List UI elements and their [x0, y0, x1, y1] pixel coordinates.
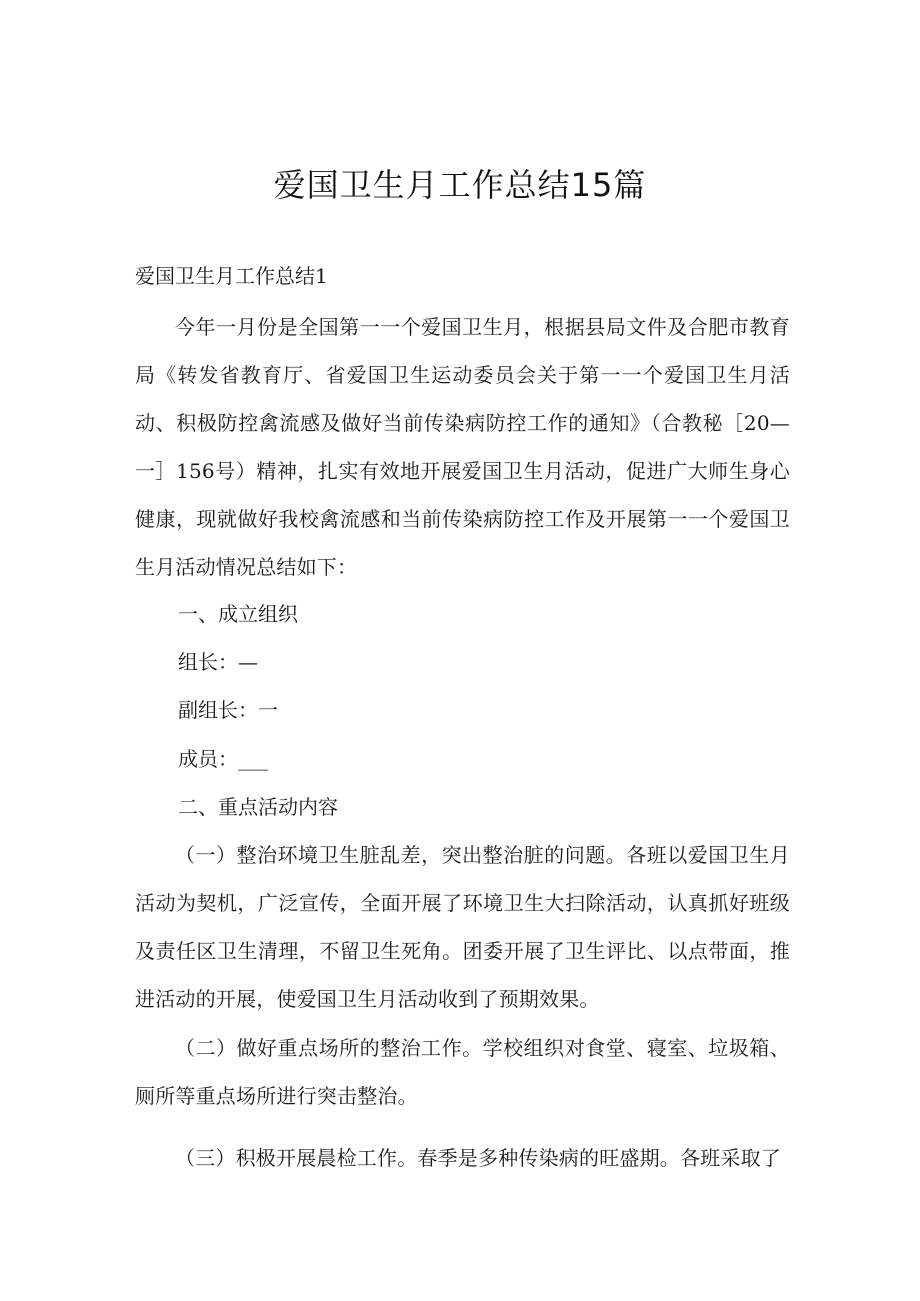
members-line: 成员：___ [178, 747, 268, 771]
part-one-heading: 一、成立组织 [178, 602, 298, 626]
item-one-paragraph: （一）整治环境卫生脏乱差，突出整治脏的问题。各班以爱国卫生月活动为契机，广泛宣传，全面开展了环境卫生大扫除活动，认真抓好班级及责任区卫生清理，不留卫生死角。团委开展了卫生评比、以点带面，推进活动的开展，使爱国卫生月活动收到了预期效果。 [135, 843, 790, 1011]
part-two-heading: 二、重点活动内容 [178, 795, 338, 819]
intro-paragraph: 今年一月份是全国第一一个爱国卫生月，根据县局文件及合肥市教育局《转发省教育厅、省爱国卫生运动委员会关于第一一个爱国卫生月活动、积极防控禽流感及做好当前传染病防控工作的通知》（合教秘［20—一］156号）精神，扎实有效地开展爱国卫生月活动，促进广大师生身心健康，现就做好我校禽流感和当前传染病防控工作及开展第一一个爱国卫生月活动情况总结如下： [135, 315, 790, 579]
document-title: 爱国卫生月工作总结15篇 [273, 166, 647, 204]
section-heading: 爱国卫生月工作总结1 [135, 264, 328, 288]
deputy-leader-line: 副组长：一 [178, 698, 278, 722]
item-three-paragraph: （三）积极开展晨检工作。春季是多种传染病的旺盛期。各班采取了 [175, 1146, 781, 1170]
leader-line: 组长：— [178, 650, 258, 674]
item-two-paragraph: （二）做好重点场所的整治工作。学校组织对食堂、寝室、垃圾箱、厕所等重点场所进行突击整治。 [135, 1036, 790, 1108]
